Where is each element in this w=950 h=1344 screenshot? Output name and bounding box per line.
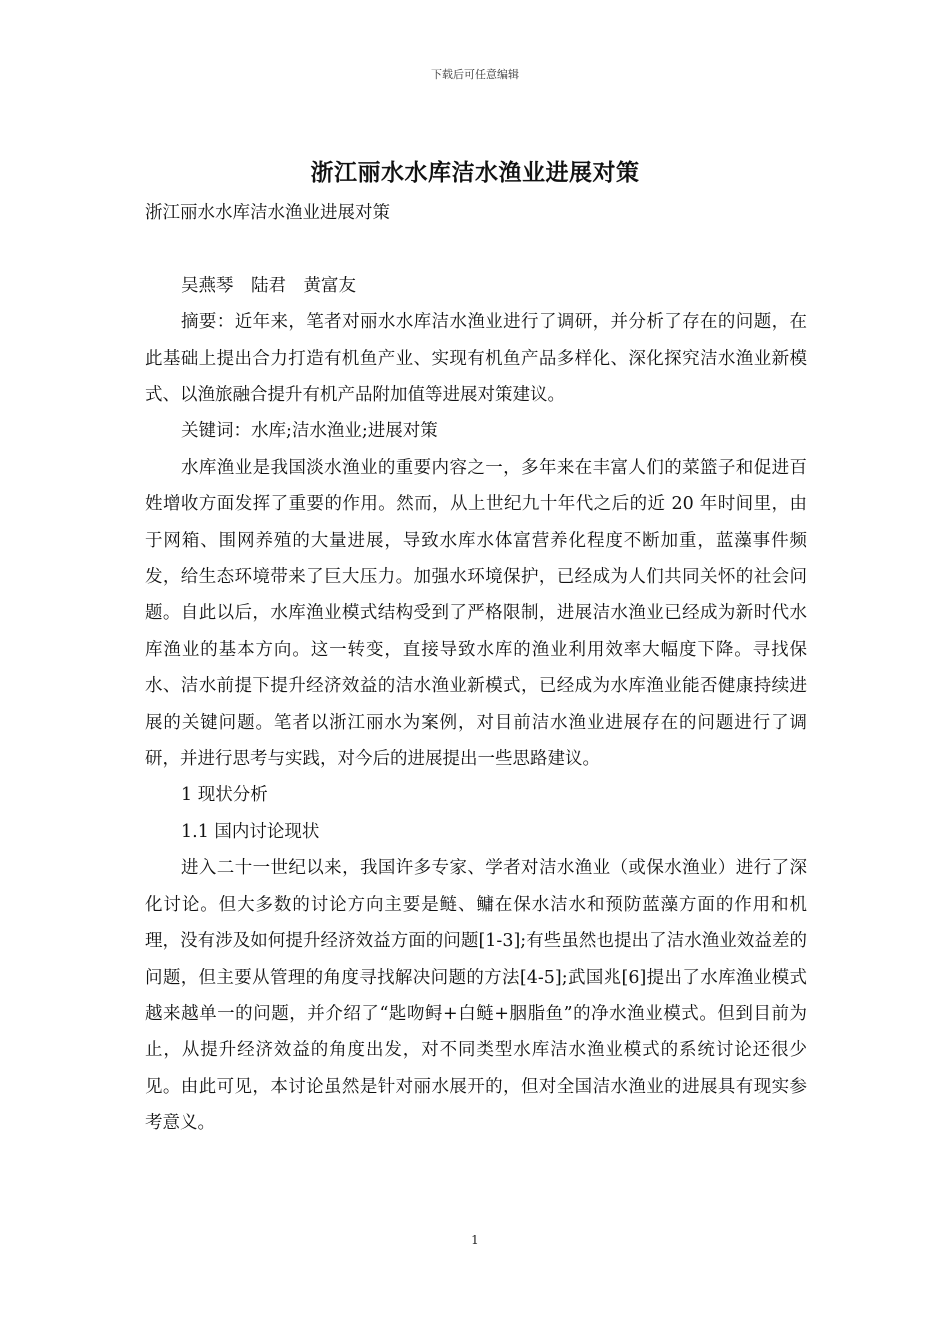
intro-paragraph: 水库渔业是我国淡水渔业的重要内容之一，多年来在丰富人们的菜篮子和促进百姓增收方面发挥了重要的作用。然而，从上世纪九十年代之后的近 20 年时间里，由于网箱、围网养殖的大量进展，导致水库水体富营养化程度不断加重，蓝藻事件频发，给生态环境带来了巨大压力。加强水环境保护，已经成为人们共同关怀的社会问题。自此以后，水库渔业模式结构受到了严格限制，进展洁水渔业已经成为新时代水库渔业的基本方向。这一转变，直接导致水库的渔业利用效率大幅度下降。寻找保水、洁水前提下提升经济效益的洁水渔业新模式，已经成为水库渔业能否健康持续进展的关键问题。笔者以浙江丽水为案例，对目前洁水渔业进展存在的问题进行了调研，并进行思考与实践，对今后的进展提出一些思路建议。 bbox=[145, 457, 807, 770]
keywords-line: 关键词：水库;洁水渔业;进展对策 bbox=[181, 421, 438, 442]
section-heading-1-1: 1.1 国内讨论现状 bbox=[181, 821, 320, 842]
document-title: 浙江丽水水库洁水渔业进展对策 bbox=[310, 159, 640, 186]
section-heading-1: 1 现状分析 bbox=[181, 785, 268, 806]
header-note: 下载后可任意编辑 bbox=[431, 68, 519, 81]
authors: 吴燕琴 陆君 黄富友 bbox=[181, 275, 356, 296]
abstract-paragraph: 摘要：近年来，笔者对丽水水库洁水渔业进行了调研，并分析了存在的问题，在此基础上提出合力打造有机鱼产业、实现有机鱼产品多样化、深化探究洁水渔业新模式、以渔旅融合提升有机产品附加值等进展对策建议。 bbox=[145, 312, 807, 406]
subtitle: 浙江丽水水库洁水渔业进展对策 bbox=[145, 203, 390, 223]
document-body bbox=[145, 195, 807, 1142]
page-number: 1 bbox=[471, 1233, 479, 1247]
research-status-paragraph: 进入二十一世纪以来，我国许多专家、学者对洁水渔业（或保水渔业）进行了深化讨论。但大多数的讨论方向主要是鲢、鳙在保水洁水和预防蓝藻方面的作用和机理，没有涉及如何提升经济效益方面的问题[1-3];有些虽然也提出了洁水渔业效益差的问题，但主要从管理的角度寻找解决问题的方法[4-5];武国兆[6]提出了水库渔业模式越来越单一的问题，并介绍了“匙吻鲟+白鲢+胭脂鱼”的净水渔业模式。但到目前为止，从提升经济效益的角度出发，对不同类型水库洁水渔业模式的系统讨论还很少见。由此可见，本讨论虽然是针对丽水展开的，但对全国洁水渔业的进展具有现实参考意义。 bbox=[145, 858, 807, 1134]
blank-line bbox=[145, 231, 807, 267]
